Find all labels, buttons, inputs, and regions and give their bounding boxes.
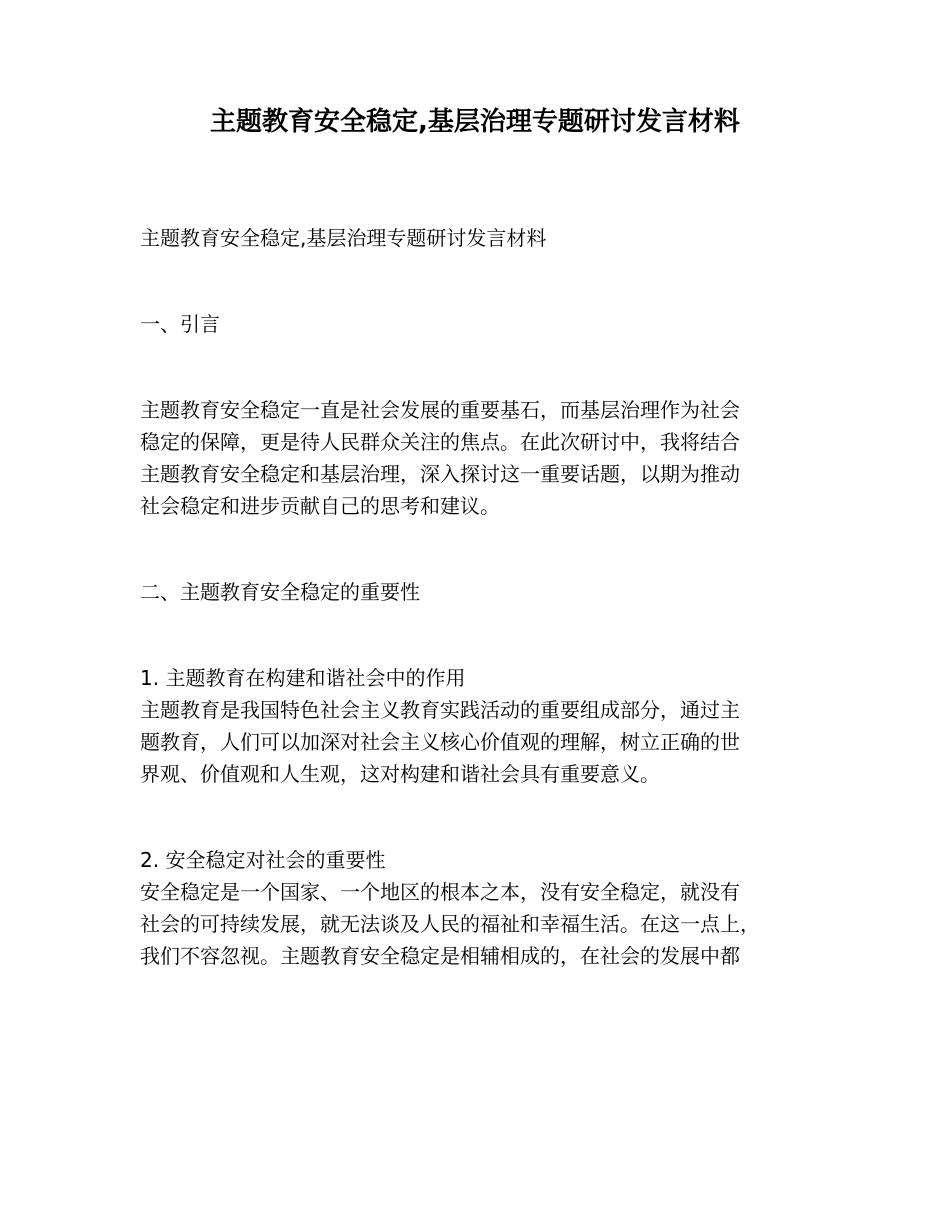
- section-heading-importance: 二、主题教育安全稳定的重要性: [140, 580, 420, 604]
- paragraph-line: 界观、价值观和人生观，这对构建和谐社会具有重要意义。: [140, 762, 660, 786]
- paragraph-line: 我们不容忽视。主题教育安全稳定是相辅相成的，在社会的发展中都: [140, 944, 740, 968]
- paragraph-line: 主题教育安全稳定和基层治理，深入探讨这一重要话题，以期为推动: [140, 462, 740, 486]
- paragraph-line: 主题教育安全稳定一直是社会发展的重要基石，而基层治理作为社会: [140, 398, 740, 422]
- subsection-heading-1: 1. 主题教育在构建和谐社会中的作用: [140, 666, 466, 690]
- paragraph-line: 社会的可持续发展，就无法谈及人民的福祉和幸福生活。在这一点上，: [140, 912, 760, 936]
- document-title: 主题教育安全稳定,基层治理专题研讨发言材料: [210, 107, 740, 137]
- subsection-heading-2: 2. 安全稳定对社会的重要性: [140, 848, 386, 872]
- paragraph-line: 安全稳定是一个国家、一个地区的根本之本，没有安全稳定，就没有: [140, 880, 740, 904]
- paragraph-line: 题教育，人们可以加深对社会主义核心价值观的理解，树立正确的世: [140, 730, 740, 754]
- section-heading-intro: 一、引言: [140, 312, 220, 336]
- document-body: [140, 222, 840, 972]
- paragraph-line: 稳定的保障，更是待人民群众关注的焦点。在此次研讨中，我将结合: [140, 430, 740, 454]
- document-subtitle: 主题教育安全稳定,基层治理专题研讨发言材料: [140, 226, 547, 250]
- paragraph-line: 社会稳定和进步贡献自己的思考和建议。: [140, 494, 500, 518]
- paragraph-line: 主题教育是我国特色社会主义教育实践活动的重要组成部分，通过主: [140, 698, 740, 722]
